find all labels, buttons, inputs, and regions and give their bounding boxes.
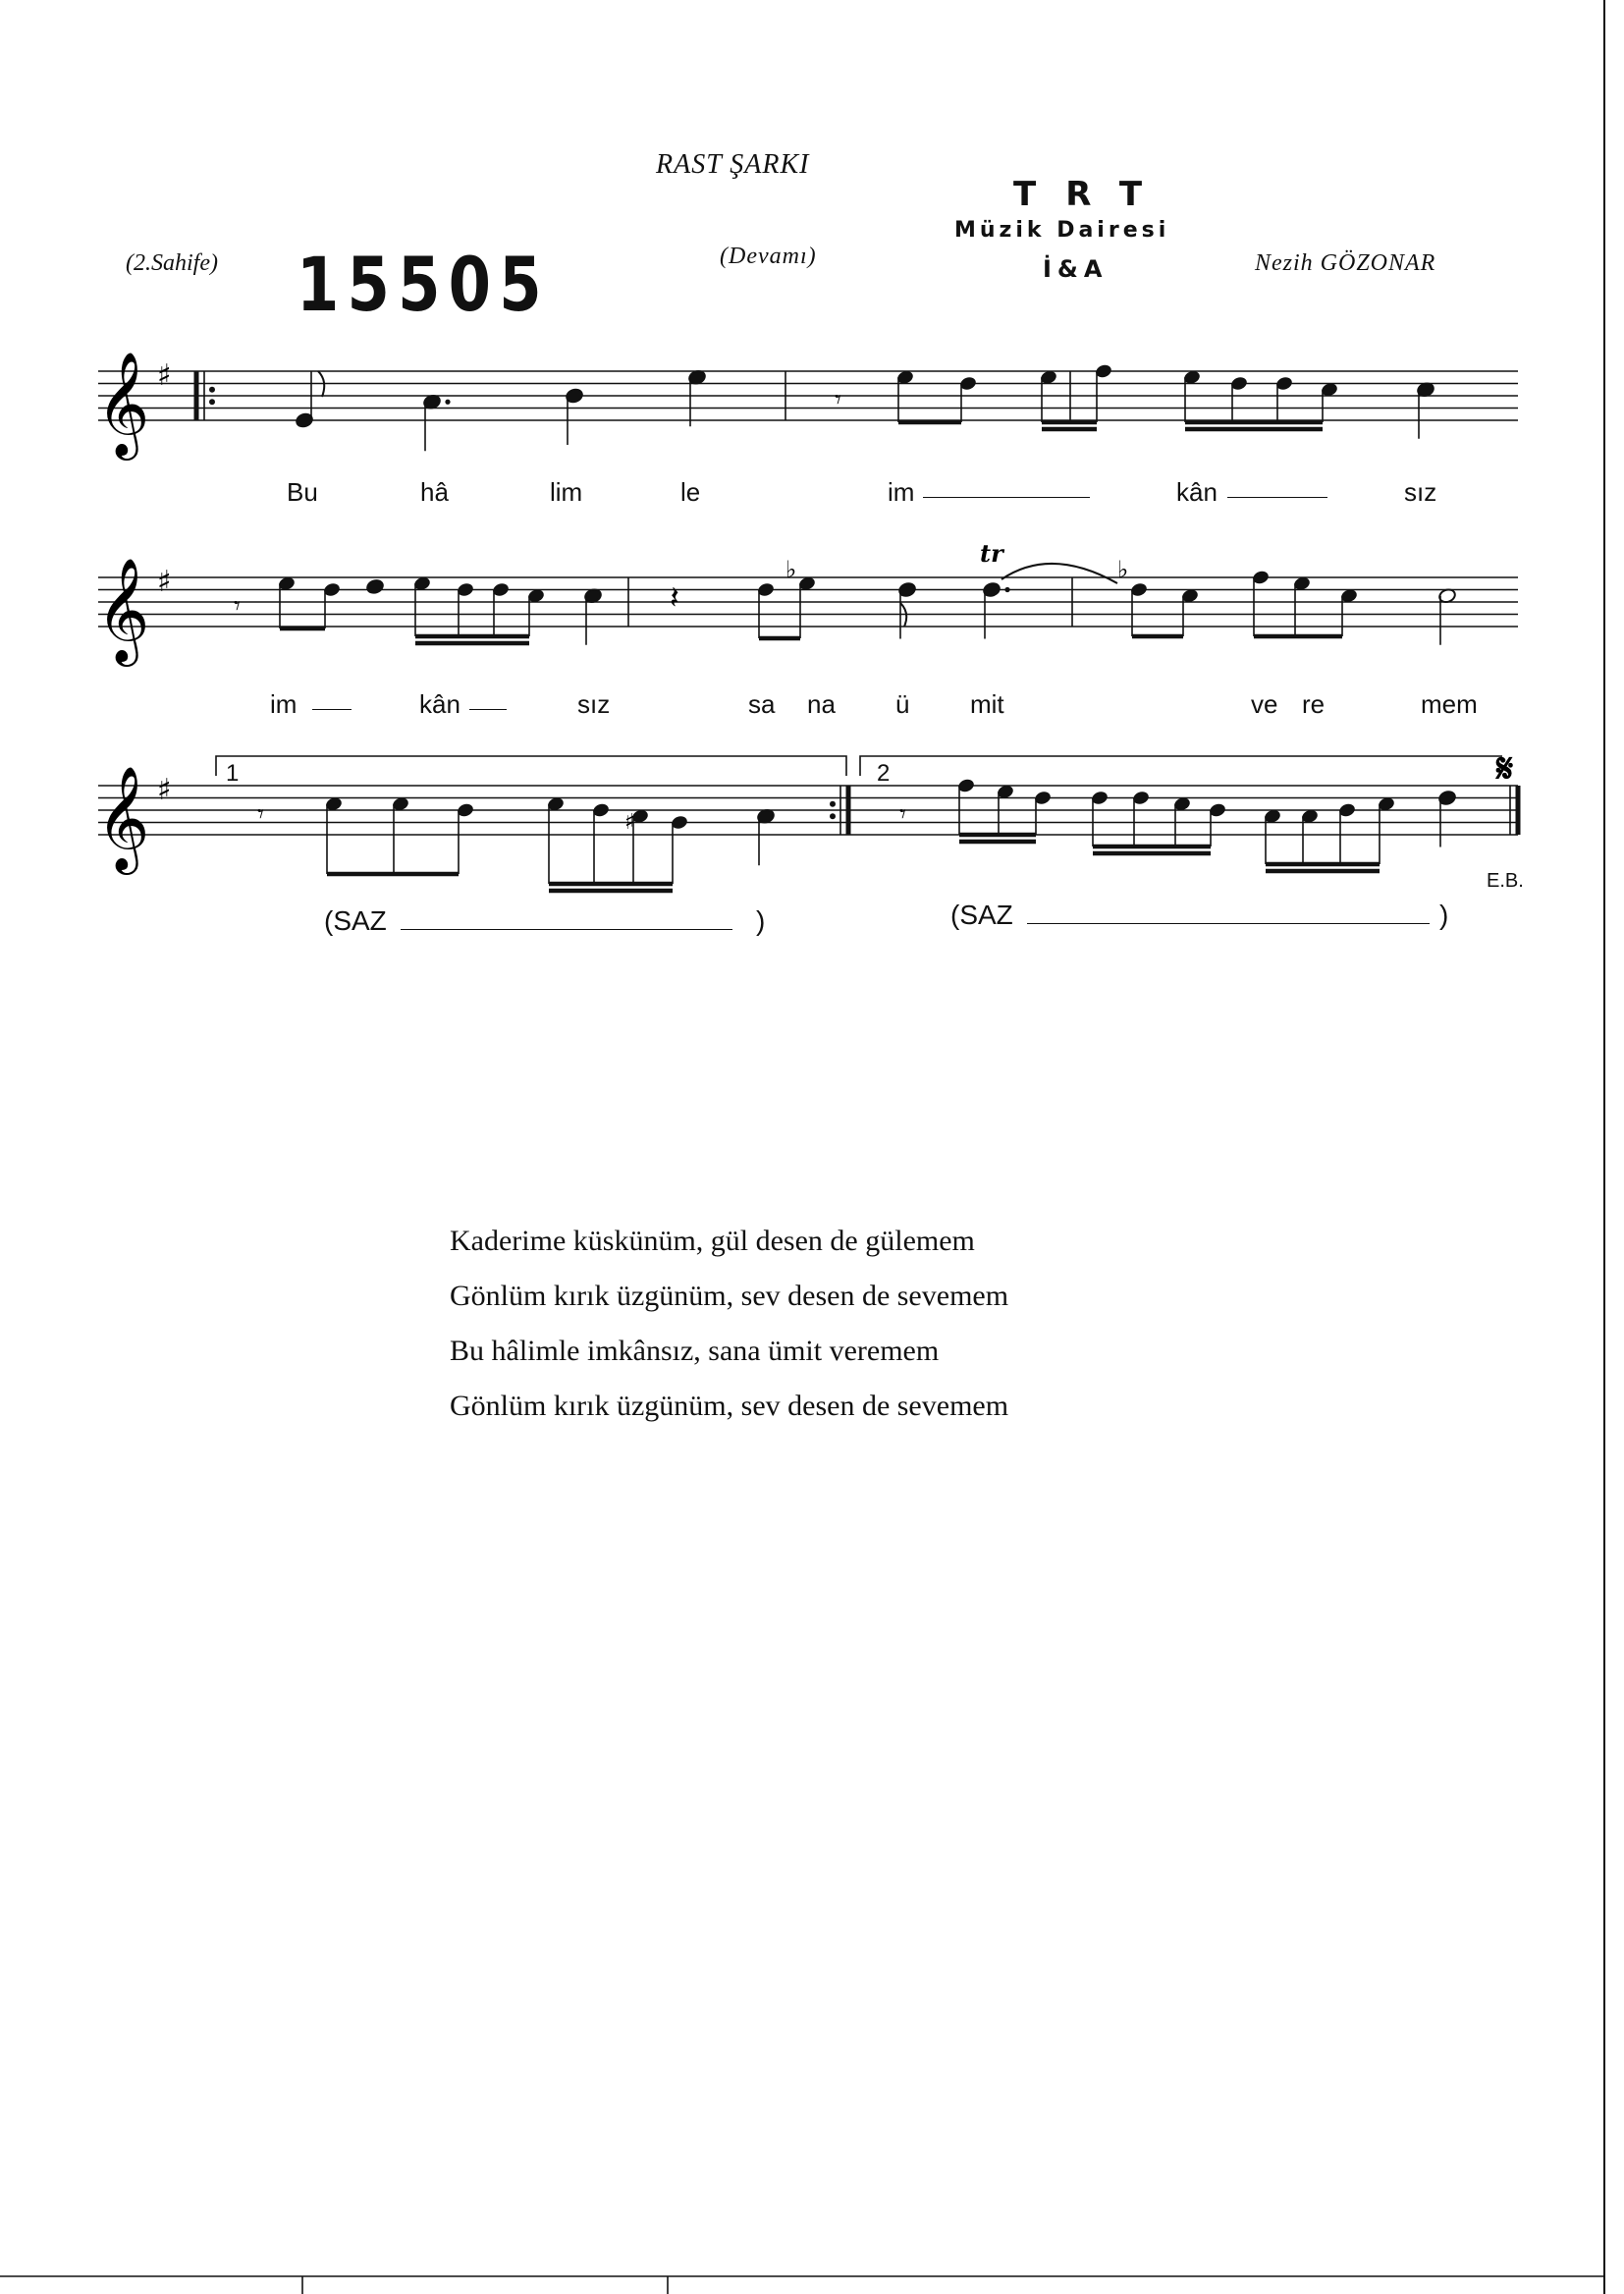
lyric-syllable: sız <box>577 689 611 719</box>
copyist-initials: E.B. <box>1487 870 1524 892</box>
lyric-syllable: im <box>888 477 915 507</box>
lyric-syllable: sa <box>748 689 776 719</box>
repeat-dot <box>209 399 215 405</box>
verse-line: Gönlüm kırık üzgünüm, sev desen de sevemem <box>450 1280 1009 1312</box>
repeat-dot <box>209 387 215 393</box>
note-head <box>365 578 384 595</box>
verse-line: Bu hâlimle imkânsız, sana ümit veremem <box>450 1335 940 1367</box>
saz-close: ) <box>1439 900 1449 930</box>
lyric-syllable: hâ <box>420 477 449 507</box>
eighth-rest-icon: 𝄾 <box>835 385 841 415</box>
segno-icon: 𝄋 <box>1496 746 1514 792</box>
lyric-syllable: im <box>270 689 298 719</box>
song-title: RAST ŞARKI <box>656 149 810 180</box>
treble-clef-icon: 𝄞 <box>96 351 150 456</box>
quarter-rest-icon: 𝄽 <box>670 578 679 617</box>
trill-mark: tr <box>980 539 1003 568</box>
composer-name: Nezih GÖZONAR <box>1255 250 1436 276</box>
flat-icon: ♭ <box>1117 556 1129 583</box>
lyric-syllable: mit <box>970 689 1004 719</box>
eighth-rest-icon: 𝄾 <box>899 799 906 830</box>
lyric-syllable: sız <box>1404 477 1437 507</box>
verse-line: Gönlüm kırık üzgünüm, sev desen de sevemem <box>450 1390 1009 1422</box>
sharp-key-signature-icon: ♯ <box>157 773 172 807</box>
augmentation-dot <box>445 400 450 405</box>
sharp-icon: ♯ <box>624 809 635 835</box>
saz-extension-line <box>1027 923 1430 924</box>
treble-clef-icon: 𝄞 <box>96 557 150 662</box>
lyric-syllable: ve <box>1251 689 1278 719</box>
lyric-syllable: re <box>1302 689 1326 719</box>
eighth-rest-icon: 𝄾 <box>257 799 264 830</box>
slur <box>1001 564 1117 583</box>
ending-1-label: 1 <box>226 760 240 787</box>
second-ending-bracket <box>860 756 1502 776</box>
ending-2-label: 2 <box>877 760 891 787</box>
stamp-line-2: Müzik Dairesi <box>954 218 1170 243</box>
melisma-line <box>312 709 352 710</box>
saz-close: ) <box>756 905 766 936</box>
lyric-syllable: mem <box>1421 689 1478 719</box>
repeat-dot <box>830 813 836 819</box>
repeat-dot <box>830 801 836 807</box>
lyric-syllable: kân <box>1176 477 1218 507</box>
augmentation-dot <box>1004 587 1009 592</box>
saz-label: (SAZ <box>950 900 1013 930</box>
stamp-line-3: İ&A <box>1043 255 1109 283</box>
lyric-syllable: kân <box>419 689 460 719</box>
saz-extension-line <box>401 929 732 930</box>
eighth-rest-icon: 𝄾 <box>234 591 241 622</box>
lyric-syllable: Bu <box>287 477 318 507</box>
page-label: (2.Sahife) <box>126 250 218 276</box>
sharp-key-signature-icon: ♯ <box>157 565 172 599</box>
verse-line: Kaderime küskünüm, gül desen de gülemem <box>450 1225 975 1257</box>
lyric-syllable: le <box>680 477 701 507</box>
document-number: 15505 <box>297 241 550 328</box>
saz-label: (SAZ <box>324 905 387 936</box>
lyric-syllable: na <box>807 689 836 719</box>
treble-clef-icon: 𝄞 <box>96 765 150 870</box>
sharp-key-signature-icon: ♯ <box>157 358 172 393</box>
lyrics-block <box>450 1214 1008 1434</box>
flat-icon: ♭ <box>785 556 797 583</box>
continued-label: (Devamı) <box>720 244 817 269</box>
first-ending-bracket <box>216 756 846 776</box>
melisma-line <box>1227 497 1327 498</box>
lyric-syllable: lim <box>550 477 583 507</box>
lyric-syllable: ü <box>895 689 910 719</box>
melisma-line <box>469 709 507 710</box>
melisma-line <box>923 497 1090 498</box>
stamp-line-1: TRT <box>1013 175 1172 214</box>
